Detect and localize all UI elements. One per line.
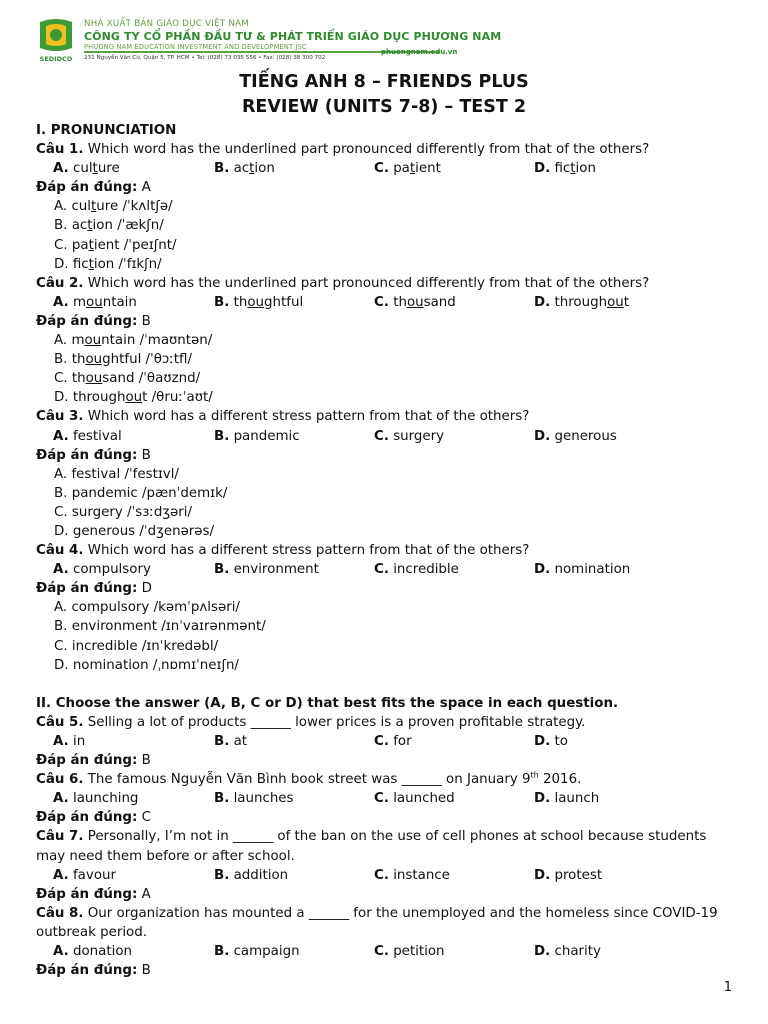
option-b: B. addition — [214, 867, 289, 883]
option-b: B. launches — [214, 791, 294, 807]
option-d: D. fiction — [534, 161, 596, 177]
option-d: D. to — [534, 734, 568, 749]
answer-7: Đáp án đúng: A — [36, 886, 151, 902]
logo-text: SEDIDCO — [39, 55, 73, 63]
option-a: A. mountain — [53, 294, 137, 310]
detail-line: B. thoughtful /ˈθɔːtfl/ — [54, 352, 192, 368]
option-a: A. culture — [53, 161, 120, 177]
doc-title-line2: REVIEW (UNITS 7-8) – TEST 2 — [241, 97, 527, 117]
detail-line: A. mountain /ˈmaʊntən/ — [54, 333, 213, 349]
answer-6: Đáp án đúng: C — [36, 810, 151, 826]
question-6: Câu 6. The famous Nguyễn Văn Bình book street was ______ on January 9th 2016. — [36, 770, 582, 788]
question-5-options — [36, 732, 736, 751]
section-heading-pronunciation: I. PRONUNCIATION — [36, 123, 177, 138]
option-d: D. throughout — [534, 294, 630, 310]
publisher-logo — [36, 18, 76, 64]
option-b: B. environment — [214, 562, 319, 578]
option-c: C. patient — [374, 161, 441, 177]
document-body — [36, 121, 736, 980]
option-a: A. festival — [53, 428, 122, 444]
option-a: A. launching — [53, 791, 139, 807]
question-1: Câu 1. Which word has the underlined part pronounced differently from that of the others? — [36, 142, 650, 158]
question-4-options — [36, 560, 736, 579]
question-3-options — [36, 427, 736, 446]
answer-4: Đáp án đúng: D — [36, 581, 152, 597]
detail-line: B. pandemic /pænˈdemɪk/ — [54, 485, 228, 501]
question-7: Câu 7. Personally, I’m not in ______ of the ban on the use of cell phones at school because students may need them before or after school. — [36, 829, 707, 864]
publisher-header — [36, 18, 502, 68]
option-b: B. pandemic — [214, 428, 300, 444]
question-1-options — [36, 159, 736, 178]
company-name-en: PHUONG NAM EDUCATION INVESTMENT AND DEVELOPMENT JSC — [84, 43, 307, 51]
option-d: D. protest — [534, 867, 603, 883]
question-7-options — [36, 866, 736, 885]
company-website: phuongnam.edu.vn — [381, 48, 458, 56]
detail-line: D. throughout /θruːˈaʊt/ — [54, 390, 213, 406]
detail-line: C. incredible /ɪnˈkredəbl/ — [54, 638, 219, 654]
option-c: C. instance — [374, 867, 450, 883]
detail-line: C. patient /ˈpeɪʃnt/ — [54, 237, 177, 253]
detail-line: D. nomination /ˌnɒmɪˈneɪʃn/ — [54, 657, 239, 673]
option-b: B. at — [214, 734, 248, 749]
detail-line: A. festival /ˈfestɪvl/ — [54, 466, 179, 482]
option-c: C. petition — [374, 944, 445, 960]
answer-2: Đáp án đúng: B — [36, 313, 151, 329]
question-6-options — [36, 789, 736, 808]
question-8: Câu 8. Our organization has mounted a ______ for the unemployed and the homeless since COVID-19 outbreak period. — [36, 905, 718, 940]
question-5: Câu 5. Selling a lot of products ______ lower prices is a proven profitable strategy. — [36, 714, 586, 730]
option-c: C. incredible — [374, 562, 459, 578]
section-spacer — [36, 675, 736, 694]
company-name: CÔNG TY CỔ PHẦN ĐẦU TƯ & PHÁT TRIỂN GIÁO DỤC PHƯƠNG NAM — [84, 30, 502, 43]
option-b: B. thoughtful — [214, 294, 304, 310]
question-2-options — [36, 293, 736, 312]
publisher-name: NHÀ XUẤT BẢN GIÁO DỤC VIỆT NAM — [84, 19, 250, 29]
detail-line: D. fiction /ˈfɪkʃn/ — [54, 256, 162, 272]
question-3: Câu 3. Which word has a different stress pattern from that of the others? — [36, 409, 530, 425]
option-d: D. generous — [534, 428, 617, 444]
detail-line: A. culture /ˈkʌltʃə/ — [54, 199, 173, 215]
option-b: B. action — [214, 161, 275, 177]
option-b: B. campaign — [214, 944, 300, 960]
detail-line: C. surgery /ˈsɜːdʒəri/ — [54, 504, 193, 520]
answer-5: Đáp án đúng: B — [36, 753, 151, 769]
option-a: A. compulsory — [53, 562, 151, 578]
option-d: D. launch — [534, 791, 600, 807]
answer-8: Đáp án đúng: B — [36, 963, 151, 979]
option-a: A. donation — [53, 944, 133, 960]
section-heading-vocabulary: II. Choose the answer (A, B, C or D) that best fits the space in each question. — [36, 695, 619, 711]
option-c: C. for — [374, 734, 412, 749]
answer-1: Đáp án đúng: A — [36, 180, 151, 196]
option-c: C. surgery — [374, 428, 445, 444]
answer-3: Đáp án đúng: B — [36, 447, 151, 463]
detail-line: B. environment /ɪnˈvaɪrənmənt/ — [54, 619, 266, 635]
detail-line: A. compulsory /kəmˈpʌlsəri/ — [54, 600, 240, 616]
option-d: D. nomination — [534, 562, 631, 578]
detail-line: D. generous /ˈdʒenərəs/ — [54, 523, 215, 539]
question-8-options — [36, 942, 736, 961]
option-a: A. in — [53, 734, 86, 749]
question-2: Câu 2. Which word has the underlined part pronounced differently from that of the others? — [36, 275, 650, 291]
option-c: C. launched — [374, 791, 455, 807]
company-address: 231 Nguyễn Văn Cừ, Quận 5, TP. HCM • Tel: (028) 73 035 556 • Fax: (028) 38 300 702 — [84, 55, 326, 61]
question-4: Câu 4. Which word has a different stress pattern from that of the others? — [36, 543, 530, 559]
doc-title-line1: TIẾNG ANH 8 – FRIENDS PLUS — [239, 72, 529, 92]
option-d: D. charity — [534, 944, 601, 960]
option-c: C. thousand — [374, 294, 456, 310]
detail-line: C. thousand /ˈθaʊznd/ — [54, 371, 201, 387]
option-a: A. favour — [53, 867, 116, 883]
detail-line: B. action /ˈækʃn/ — [54, 218, 164, 234]
page-number: 1 — [723, 980, 732, 995]
